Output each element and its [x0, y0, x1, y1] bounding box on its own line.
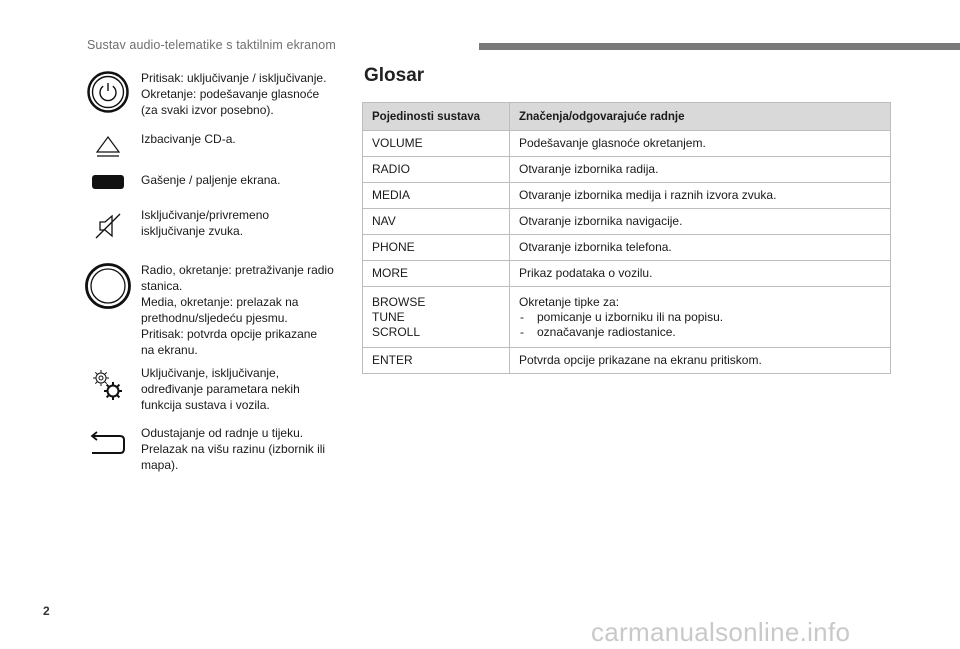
back-arrow-icon: [80, 429, 136, 459]
control-screen-text: Gašenje / paljenje ekrana.: [141, 173, 281, 187]
table-cell-meaning: Prikaz podataka o vozilu.: [510, 261, 891, 287]
page-number: 2: [43, 604, 50, 618]
table-row: [363, 183, 891, 209]
control-mute-text: Isključivanje/privremeno isključivanje zvuka.: [141, 208, 270, 238]
table-cell-meaning: [510, 287, 891, 348]
table-cell-term: PHONE: [363, 235, 510, 261]
table-row: [363, 131, 891, 157]
control-knob-text: Radio, okretanje: pretraživanje radio stanica. Media, okretanje: prelazak na prethodnu/sljedeću pjesmu. Pritisak: potvrda opcije prikazane na ekranu.: [141, 263, 334, 357]
browse-list: [519, 310, 881, 340]
table-cell-term: ENTER: [363, 348, 510, 374]
list-item: - pomicanje u izborniku ili na popisu.: [519, 310, 881, 325]
table-cell-meaning: Podešavanje glasnoće okretanjem.: [510, 131, 891, 157]
glossary-table: [362, 102, 891, 374]
screen-toggle-icon: [80, 172, 136, 192]
mute-icon: [80, 211, 136, 241]
control-settings-text: Uključivanje, isključivanje, određivanje parametara nekih funkcija sustava i vozila.: [141, 366, 300, 412]
table-cell-meaning: Otvaranje izbornika telefona.: [510, 235, 891, 261]
table-cell-term: BROWSE TUNE SCROLL: [363, 287, 510, 348]
browse-intro: Okretanje tipke za:: [519, 294, 620, 309]
table-cell-meaning: Potvrda opcije prikazane na ekranu pritiskom.: [510, 348, 891, 374]
table-cell-term: NAV: [363, 209, 510, 235]
table-cell-term: RADIO: [363, 157, 510, 183]
watermark: carmanualsonline.info: [591, 617, 851, 647]
table-row: [363, 235, 891, 261]
rotary-knob-icon: [80, 262, 136, 310]
table-row: [363, 348, 891, 374]
table-row: [363, 209, 891, 235]
power-button-icon: [80, 70, 136, 114]
column-header: Pojedinosti sustava: [363, 103, 510, 131]
table-row: [363, 157, 891, 183]
header-title: Sustav audio-telematike s taktilnim ekranom: [87, 38, 336, 52]
glossary-title: Glosar: [364, 65, 425, 86]
table-header-row: [363, 103, 891, 131]
header-bar: [479, 43, 960, 50]
table-cell-meaning: Otvaranje izbornika navigacije.: [510, 209, 891, 235]
control-eject-text: Izbacivanje CD-a.: [141, 132, 236, 146]
table-row: [363, 287, 891, 348]
table-cell-term: MORE: [363, 261, 510, 287]
settings-gears-icon: [80, 367, 136, 403]
list-item: - označavanje radiostanice.: [519, 325, 881, 340]
table-cell-term: VOLUME: [363, 131, 510, 157]
table-cell-meaning: Otvaranje izbornika radija.: [510, 157, 891, 183]
eject-icon: [80, 133, 136, 161]
column-header: Značenja/odgovarajuće radnje: [510, 103, 891, 131]
control-power-text: Pritisak: uključivanje / isključivanje. Okretanje: podešavanje glasnoće (za svaki izvor posebno).: [141, 71, 327, 117]
control-back-text: Odustajanje od radnje u tijeku. Prelazak na višu razinu (izbornik ili mapa).: [141, 426, 326, 472]
table-row: [363, 261, 891, 287]
table-cell-term: MEDIA: [363, 183, 510, 209]
table-cell-meaning: Otvaranje izbornika medija i raznih izvora zvuka.: [510, 183, 891, 209]
